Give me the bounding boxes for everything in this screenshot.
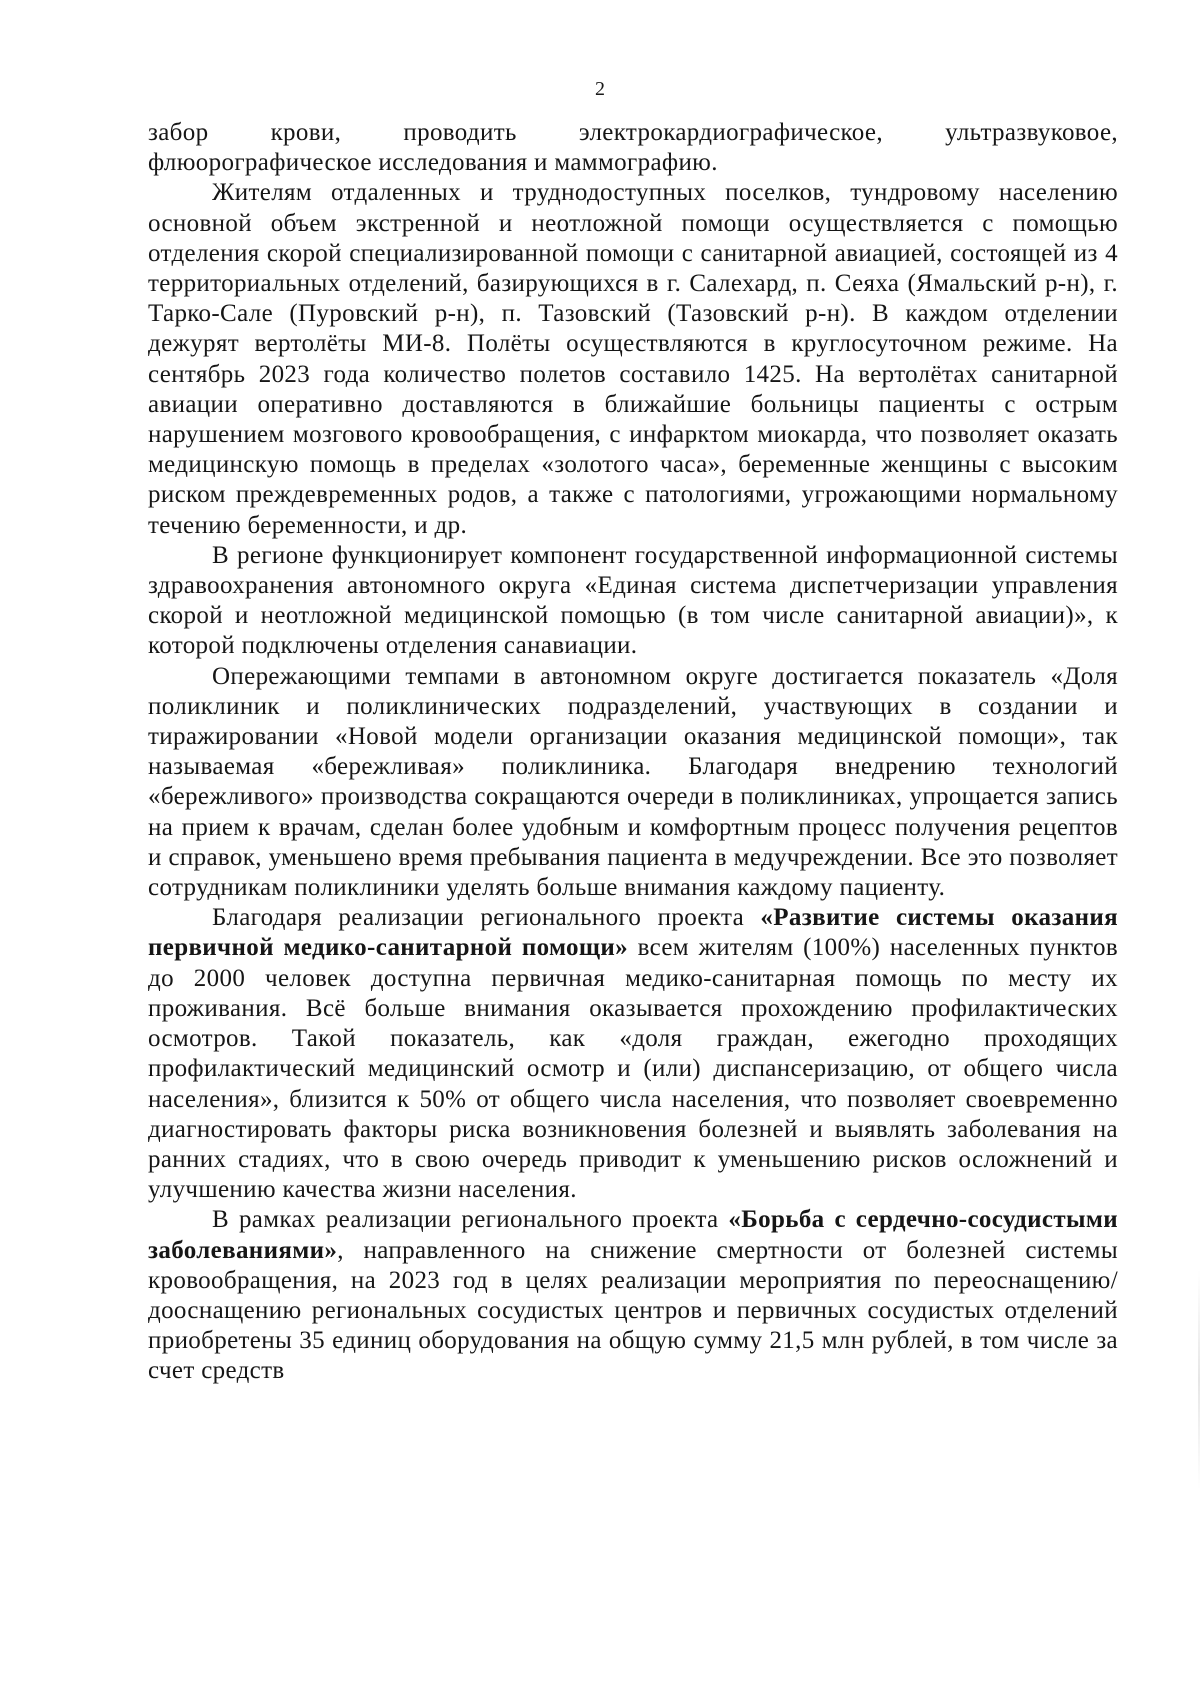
paragraph-continuation: забор крови, проводить электрокардиографическое, ультразвуковое, флюорографическое исследования и маммографию. — [148, 119, 1118, 177]
project-title-bold: «Борьба с сердечно-сосудистыми заболеваниями» — [148, 1206, 1118, 1264]
page-number: 2 — [595, 78, 605, 100]
paragraph-primary-care-project — [148, 903, 1118, 1205]
paragraph-lean-clinic: Опережающими темпами в автономном округе достигается показатель «Доля поликлиник и поликлинических подразделений, участвующих в создании и тиражировании «Новой модели организации оказания медицинской помощи», так называемая «бережливая» поликлиника. Благодаря внедрению технологий «бережливого» производства сокращаются очереди в поликлиниках, упрощается запись на прием к врачам, сделан более удобным и комфортным процесс получения рецептов и справок, уменьшено время пребывания пациента в медучреждении. Все это позволяет сотрудникам поликлиники уделять больше внимания каждому пациенту. — [148, 662, 1118, 902]
project-title-bold: «Развитие системы оказания первичной медико-санитарной помощи» — [148, 904, 1118, 962]
paragraph-text: , направленного на снижение смертности от болезней системы кровообращения, на 2023 год в целях реализации мероприятия по переоснащению/дооснащению региональных сосудистых центров и первичных сосудистых отделений приобретены 35 единиц оборудования на общую сумму 21,5 млн рублей, в том числе за счет средств — [148, 1236, 1118, 1385]
paragraph-air-ambulance: Жителям отдаленных и труднодоступных поселков, тундровому населению основной объем экстренной и неотложной помощи осуществляется с помощью отделения скорой специализированной помощи с санитарной авиацией, состоящей из 4 территориальных отделений, базирующихся в г. Салехард, п. Сеяха (Ямальский р-н), г. Тарко-Сале (Пуровский р-н), п. Тазовский (Тазовский р-н). В каждом отделении дежурят вертолёты МИ-8. Полёты осуществляются в круглосуточном режиме. На сентябрь 2023 года количество полетов составило 1425. На вертолётах санитарной авиации оперативно доставляются в ближайшие больницы пациенты с острым нарушением мозгового кровообращения, с инфарктом миокарда, что позволяет оказать медицинскую помощь в пределах «золотого часа», беременные женщины с высоким риском преждевременных родов, а также с патологиями, угрожающими нормальному течению беременности, и др. — [148, 179, 1118, 539]
paragraph-text: В рамках реализации регионального проекта — [212, 1206, 729, 1234]
paragraph-text: всем жителям (100%) населенных пунктов до 2000 человек доступна первичная медико-санитарная помощь по месту их проживания. Всё больше внимания оказывается прохождению профилактических осмотров. Такой показатель, как «доля граждан, ежегодно проходящих профилактический медицинский осмотр и (или) диспансеризацию, от общего числа населения», близится к 50% от общего числа населения, что позволяет своевременно диагностировать факторы риска возникновения болезней и выявлять заболевания на ранних стадиях, что в свою очередь приводит к уменьшению рисков осложнений и улучшению качества жизни населения. — [148, 934, 1118, 1204]
paragraph-text: Благодаря реализации регионального проекта — [212, 904, 761, 932]
paragraph-cardiovascular-project — [148, 1205, 1118, 1386]
paragraph-dispatch-system: В регионе функционирует компонент государственной информационной системы здравоохранения автономного округа «Единая система диспетчеризации управления скорой и неотложной медицинской помощью (в том числе санитарной авиации)», к которой подключены отделения санавиации. — [148, 541, 1118, 660]
document-body — [148, 118, 1118, 1387]
